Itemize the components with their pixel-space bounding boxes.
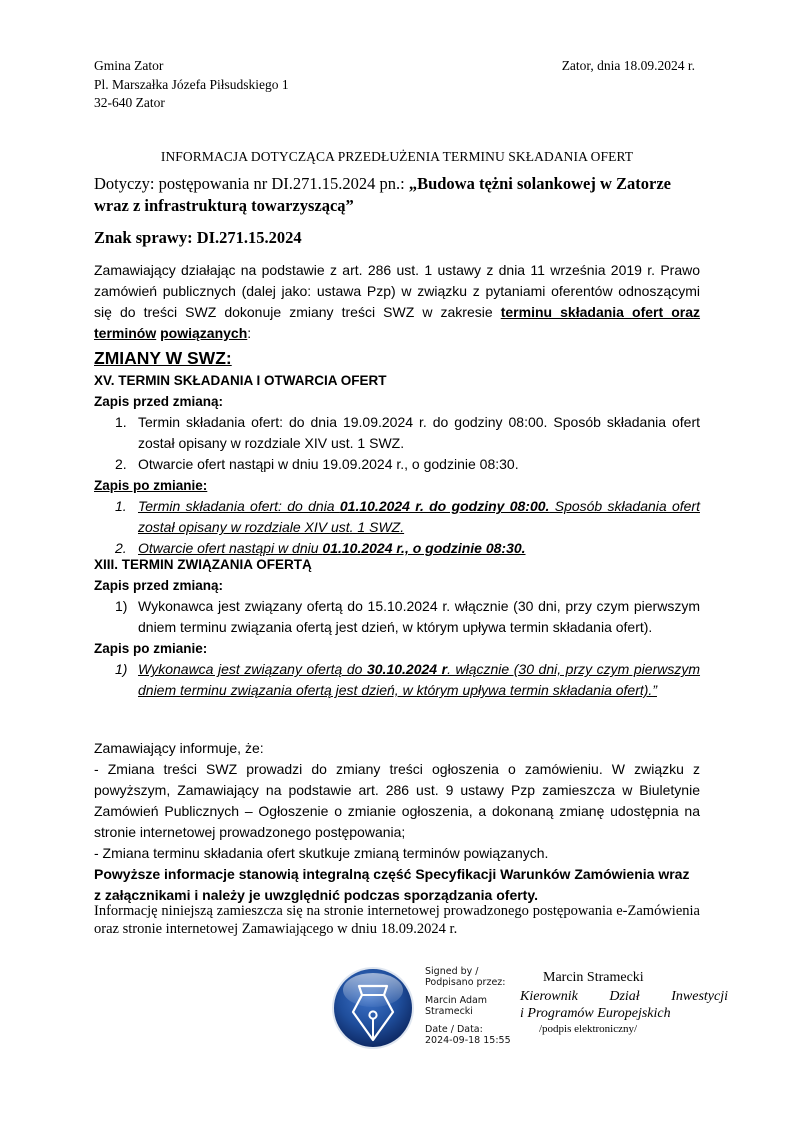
- item-text-post: Sposób składania ofert został opisany w rozdziale XIV ust. 1 SWZ.: [138, 498, 700, 535]
- signature-date-value: 2024-09-18 15:55: [425, 1034, 511, 1046]
- item-number: 2.: [115, 540, 127, 556]
- item-text: Wykonawca jest związany ofertą do 15.10.2024 r. włącznie (30 dni, przy czym pierwszym dniem terminu związania ofertą jest dzień, w którym upływa termin składania ofert).: [138, 598, 700, 635]
- place-date: Zator, dnia 18.09.2024 r.: [561, 58, 695, 73]
- item-text-post: . włącznie (30 dni, przy czym pierwszym dniem terminu związania ofertą jest dzień, w którym upływa termin składania ofert).”: [138, 661, 701, 698]
- signature-metadata: [425, 967, 511, 1046]
- item-text-bold: 01.10.2024 r. do godziny 08:00.: [339, 498, 550, 514]
- section-xiii-heading: XIII. TERMIN ZWIĄZANIA OFERTĄ: [94, 557, 312, 572]
- document-title: INFORMACJA DOTYCZĄCA PRZEDŁUŻENIA TERMINU SKŁADANIA OFERT: [160, 149, 634, 164]
- section-xiii-before-label: Zapis przed zmianą:: [94, 578, 224, 593]
- section-xv-before-list: [94, 412, 700, 475]
- electronic-signature-note: /podpis elektroniczny/: [539, 1023, 638, 1035]
- item-text: Termin składania ofert: do dnia 19.09.2024 r. do godziny 08:00. Sposób składania ofert został opisany w rozdziale XIV ust. 1 SWZ.: [138, 414, 700, 451]
- sender-postal: 32-640 Zator: [94, 95, 165, 110]
- item-text: Otwarcie ofert nastąpi w dniu 19.09.2024 r., o godzinie 08:30.: [138, 456, 519, 472]
- section-xiii-after-label: Zapis po zmianie:: [94, 641, 208, 656]
- publication-note: Informację niniejszą zamieszcza się na stronie internetowej prowadzonego postępowania e-Zamówienia oraz stronie internetowej Zamawiającego w dniu 18.09.2024 r.: [94, 903, 700, 937]
- section-xv-before-label: Zapis przed zmianą:: [94, 394, 224, 409]
- section-xv-after-list: [94, 496, 700, 559]
- signer-name-1: Marcin Adam: [425, 995, 488, 1006]
- item-text-pre: Wykonawca jest związany ofertą do: [138, 661, 367, 677]
- signed-by-label: Signed by /: [425, 966, 479, 977]
- fountain-pen-nib-icon: [331, 966, 415, 1050]
- section-xiii-after-list: [94, 659, 700, 701]
- case-number: Znak sprawy: DI.271.15.2024: [94, 228, 302, 247]
- sender-street: Pl. Marszałka Józefa Piłsudskiego 1: [94, 76, 289, 92]
- item-text-pre: Otwarcie ofert nastąpi w dniu: [138, 540, 323, 556]
- info-bold-note: Powyższe informacje stanowią integralną część Specyfikacji Warunków Zamówienia wraz z załącznikami i należy je uwzględnić podczas sporządzania oferty.: [94, 866, 690, 903]
- item-text-pre: Termin składania ofert: do dnia: [138, 498, 340, 514]
- list-item: [94, 454, 700, 475]
- intro-bold-1: terminu składania ofert oraz terminów: [94, 304, 701, 341]
- item-number: 2.: [115, 456, 127, 472]
- subject-name: „Budowa tężni solankowej w Zatorze wraz z infrastrukturą towarzyszącą”: [94, 174, 671, 215]
- list-item: [94, 412, 700, 454]
- changes-heading: ZMIANY W SWZ:: [94, 348, 232, 368]
- info-point-2: - Zmiana terminu składania ofert skutkuje zmianą terminów powiązanych.: [94, 845, 549, 861]
- intro-bold-2: powiązanych: [160, 325, 248, 341]
- signer-name-2: Stramecki: [425, 1005, 473, 1017]
- info-block: [94, 738, 700, 906]
- intro-paragraph: [94, 260, 700, 344]
- item-number: 1.: [115, 414, 127, 430]
- section-xiii: [94, 555, 700, 701]
- signature-date-label: Date / Data:: [425, 1024, 483, 1035]
- item-number: 1): [115, 661, 128, 677]
- item-text-bold: 01.10.2024 r., o godzinie 08:30.: [322, 540, 526, 556]
- intro-text: Zamawiający działając na podstawie z art. 286 ust. 1 ustawy z dnia 11 września 2019 r. Prawo zamówień publicznych (dalej jako: ustawa Pzp) w związku z pytaniami oferentów odnoszącymi się do treści SWZ dokonuje zmiany treści SWZ w zakresie: [94, 262, 700, 320]
- signatory-role-line-1: Kierownik Dział Inwestycji: [520, 989, 728, 1004]
- item-text-bold: 30.10.2024 r: [366, 661, 448, 677]
- subject: [94, 173, 700, 217]
- signatory-name: Marcin Stramecki: [543, 970, 644, 985]
- section-xv-after-label: Zapis po zmianie:: [94, 478, 208, 493]
- section-xv-heading: XV. TERMIN SKŁADANIA I OTWARCIA OFERT: [94, 373, 387, 388]
- intro-tail: :: [247, 325, 252, 341]
- list-item: [94, 496, 700, 538]
- info-point-1: - Zmiana treści SWZ prowadzi do zmiany treści ogłoszenia o zamówieniu. W związku z powyższym, Zamawiający na podstawie art. 286 ust. 9 ustawy Pzp zamieszcza w Biuletynie Zamówień Publicznych – Ogłoszenie o zmianie ogłoszenia, a dokonaną zmianę udostępnia na stronie internetowej prowadzonego postępowania;: [94, 761, 700, 840]
- subject-prefix: Dotyczy: postępowania nr DI.271.15.2024 pn.:: [94, 174, 409, 193]
- item-number: 1): [115, 598, 128, 614]
- list-item: [94, 596, 700, 638]
- section-xiii-before-list: [94, 596, 700, 638]
- item-number: 1.: [115, 498, 127, 514]
- info-lead: Zamawiający informuje, że:: [94, 740, 264, 756]
- signed-by-label-pl: Podpisano przez:: [425, 976, 506, 988]
- sender-name: Gmina Zator: [94, 58, 164, 73]
- signatory-role-line-2: i Programów Europejskich: [520, 1006, 671, 1021]
- sender-address: [94, 57, 289, 113]
- list-item: [94, 659, 700, 701]
- section-xv: [94, 371, 700, 559]
